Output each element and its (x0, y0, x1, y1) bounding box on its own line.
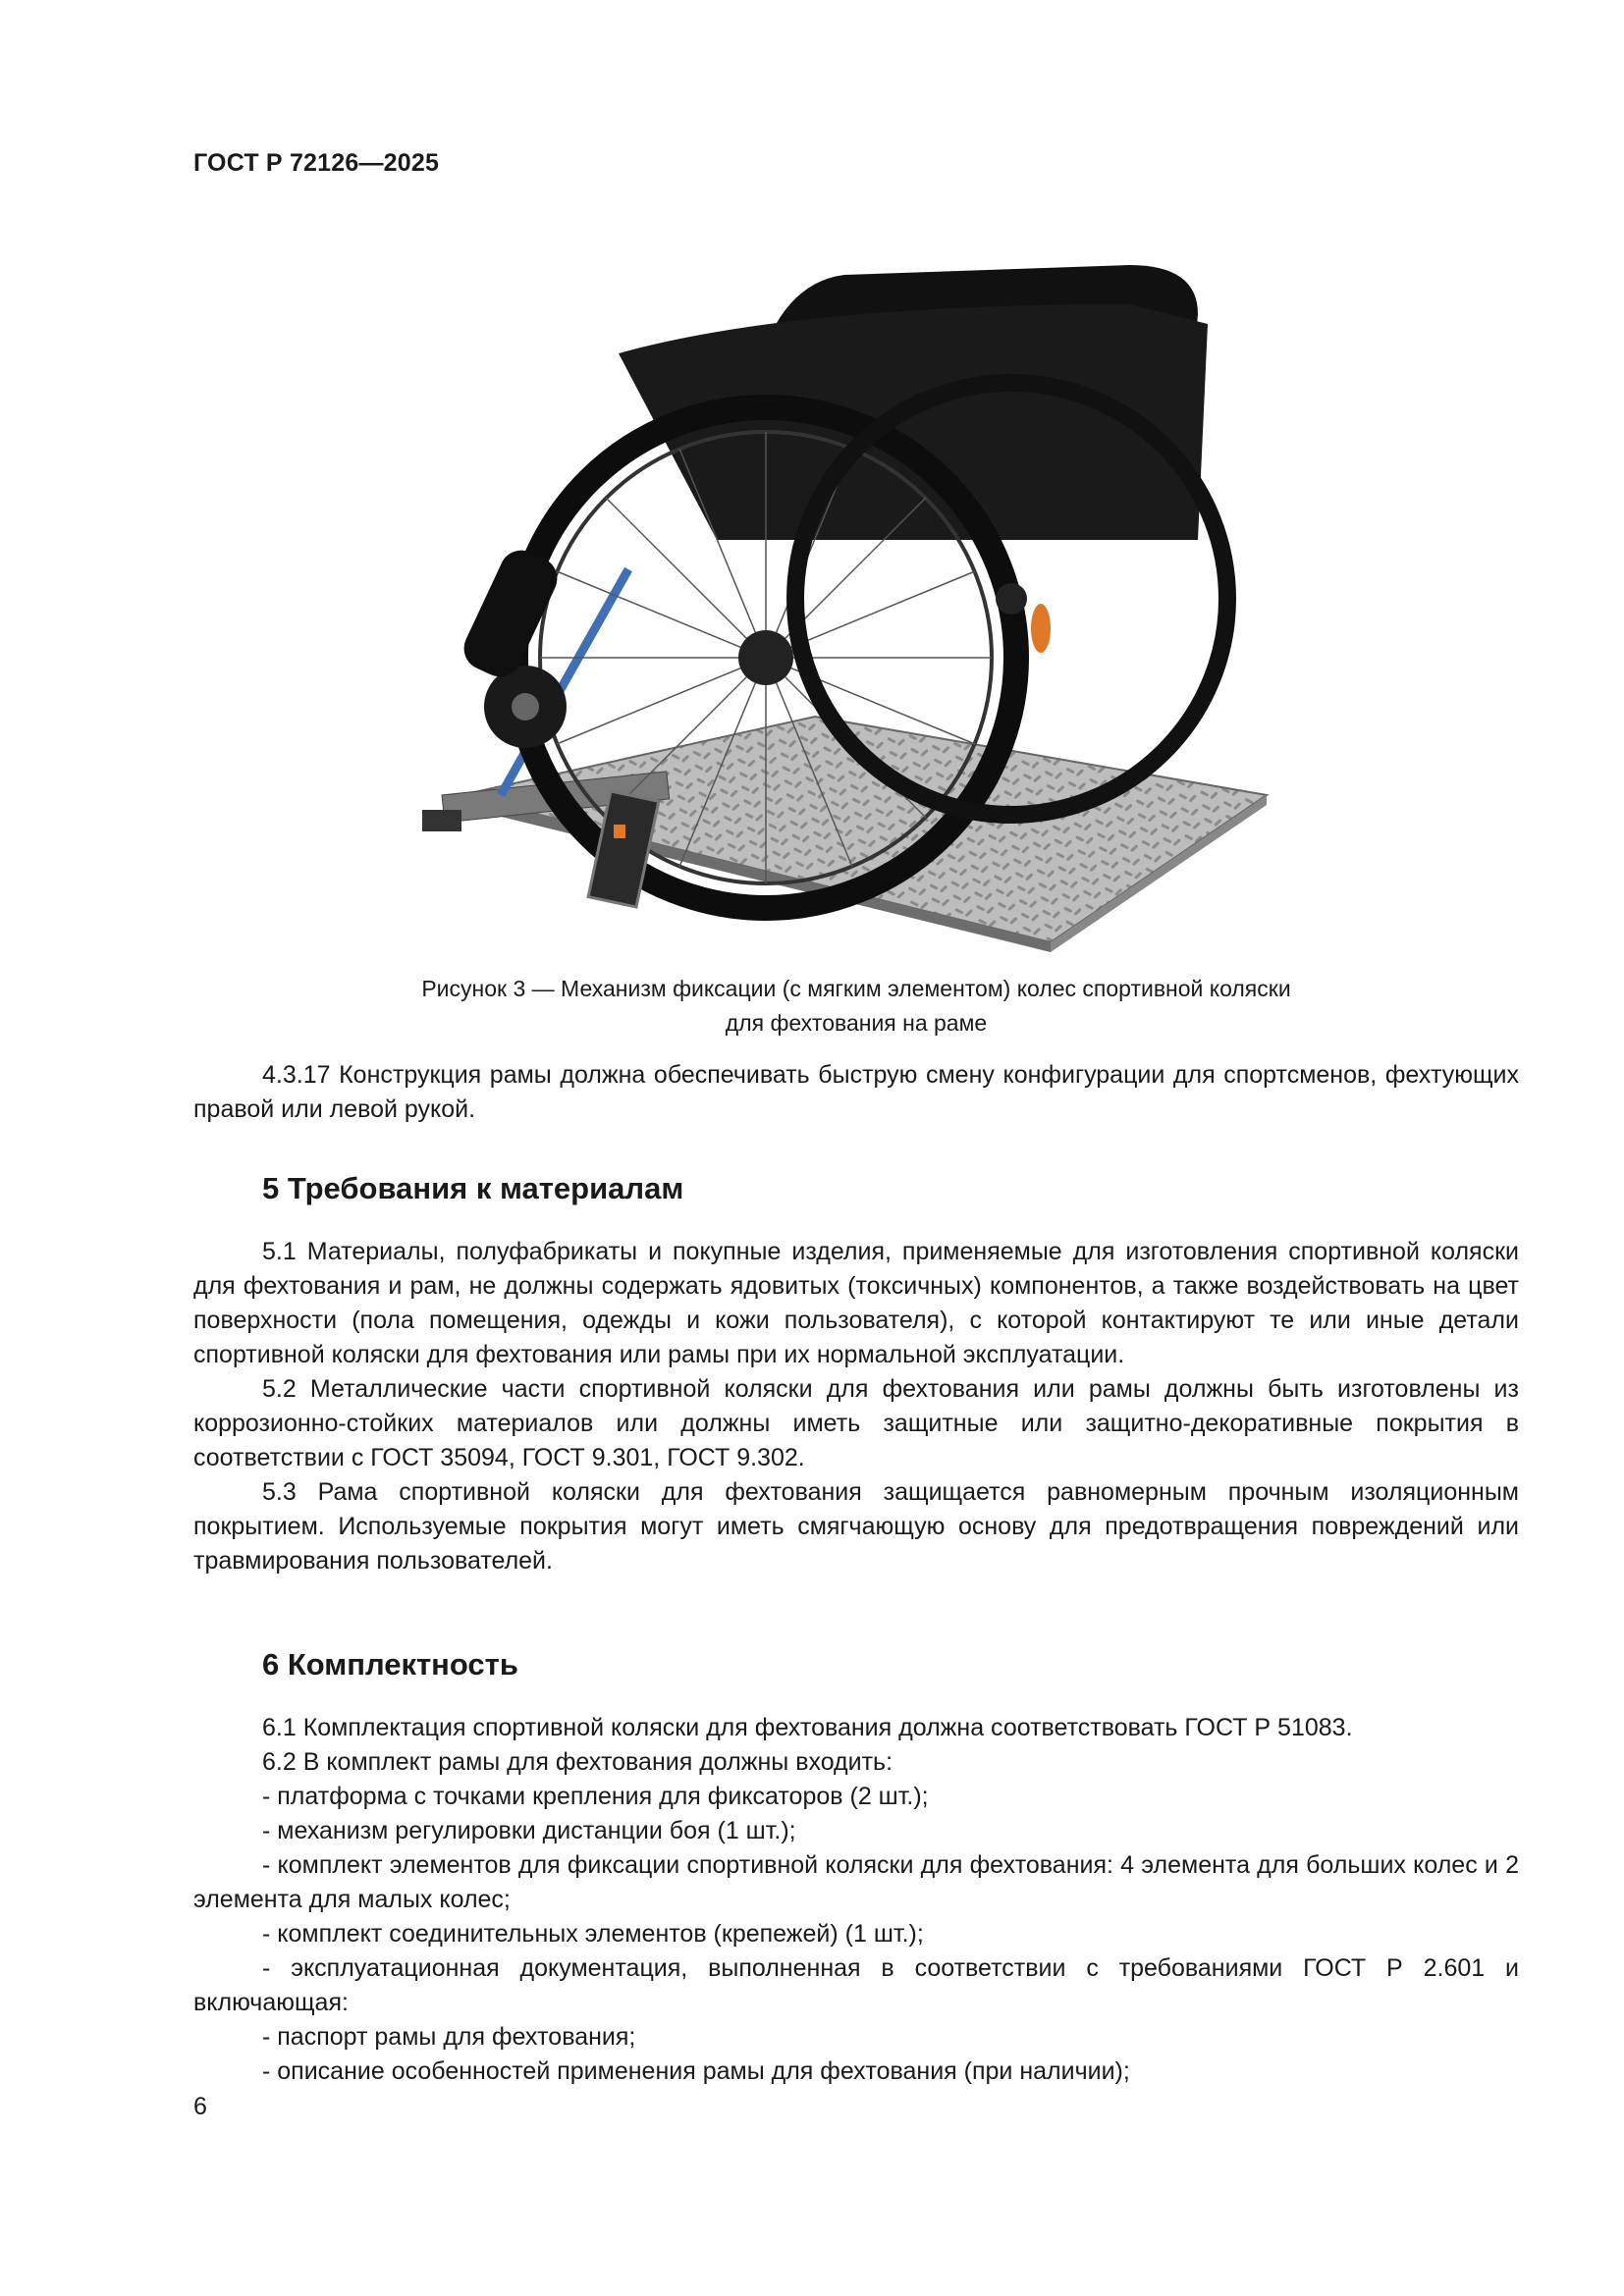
list-item: - механизм регулировки дистанции боя (1 шт.); (262, 1817, 796, 1844)
section-5-title: 5 Требования к материалам (262, 1171, 684, 1205)
list-item: - эксплуатационная документация, выполненная в соответствии с требованиями ГОСТ Р 2.601 и включающая: (193, 1954, 1519, 2016)
caption-line-1: Рисунок 3 — Механизм фиксации (с мягким элементом) колес спортивной коляски (421, 976, 1291, 1001)
wheelchair-on-frame-photo (422, 245, 1286, 952)
figure-caption (193, 972, 1519, 1041)
section-5-body (193, 1235, 1519, 1578)
page-number: 6 (193, 2093, 207, 2120)
document-header: ГОСТ Р 72126—2025 (193, 149, 440, 177)
section-6-title: 6 Комплектность (262, 1647, 518, 1682)
list-item: - описание особенностей применения рамы для фехтования (при наличии); (262, 2057, 1130, 2085)
section-6-body (193, 1711, 1519, 2089)
paragraph-6-2: 6.2 В комплект рамы для фехтования должны входить: (262, 1748, 893, 1776)
list-item: - платформа с точками крепления для фиксаторов (2 шт.); (262, 1783, 929, 1810)
list-item: - паспорт рамы для фехтования; (262, 2023, 636, 2051)
paragraph-5-2: 5.2 Металлические части спортивной коляски для фехтования или рамы должны быть изготовлены из коррозионно-стойких материалов или должны иметь защитные или защитно-декоративные покрытия в соответствии с ГОСТ 35094, ГОСТ 9.301, ГОСТ 9.302. (193, 1375, 1519, 1471)
paragraph-5-3: 5.3 Рама спортивной коляски для фехтования защищается равномерным прочным изоляционным покрытием. Используемые покрытия могут иметь смягчающую основу для предотвращения повреждений или травмирования пользователей. (193, 1478, 1519, 1575)
paragraph-6-1: 6.1 Комплектация спортивной коляски для фехтования должна соответствовать ГОСТ Р 51083. (262, 1714, 1353, 1741)
list-item: - комплект соединительных элементов (крепежей) (1 шт.); (262, 1920, 924, 1948)
paragraph-4-3-17: 4.3.17 Конструкция рамы должна обеспечивать быструю смену конфигурации для спортсменов, фехтующих правой или левой рукой. (193, 1061, 1519, 1123)
paragraph-5-1: 5.1 Материалы, полуфабрикаты и покупные изделия, применяемые для изготовления спортивной коляски для фехтования и рам, не должны содержать ядовитых (токсичных) компонентов, а также воздействовать на цвет поверхности (пола помещения, одежды и кожи пользователя), с которой контактируют те или иные детали спортивной коляски для фехтования или рамы при их нормальной эксплуатации. (193, 1238, 1519, 1368)
paragraph-4-3-17-block (193, 1058, 1519, 1127)
list-item: - комплект элементов для фиксации спортивной коляски для фехтования: 4 элемента для больших колес и 2 элемента для малых колес; (193, 1851, 1519, 1913)
caption-line-2: для фехтования на раме (725, 1010, 988, 1036)
